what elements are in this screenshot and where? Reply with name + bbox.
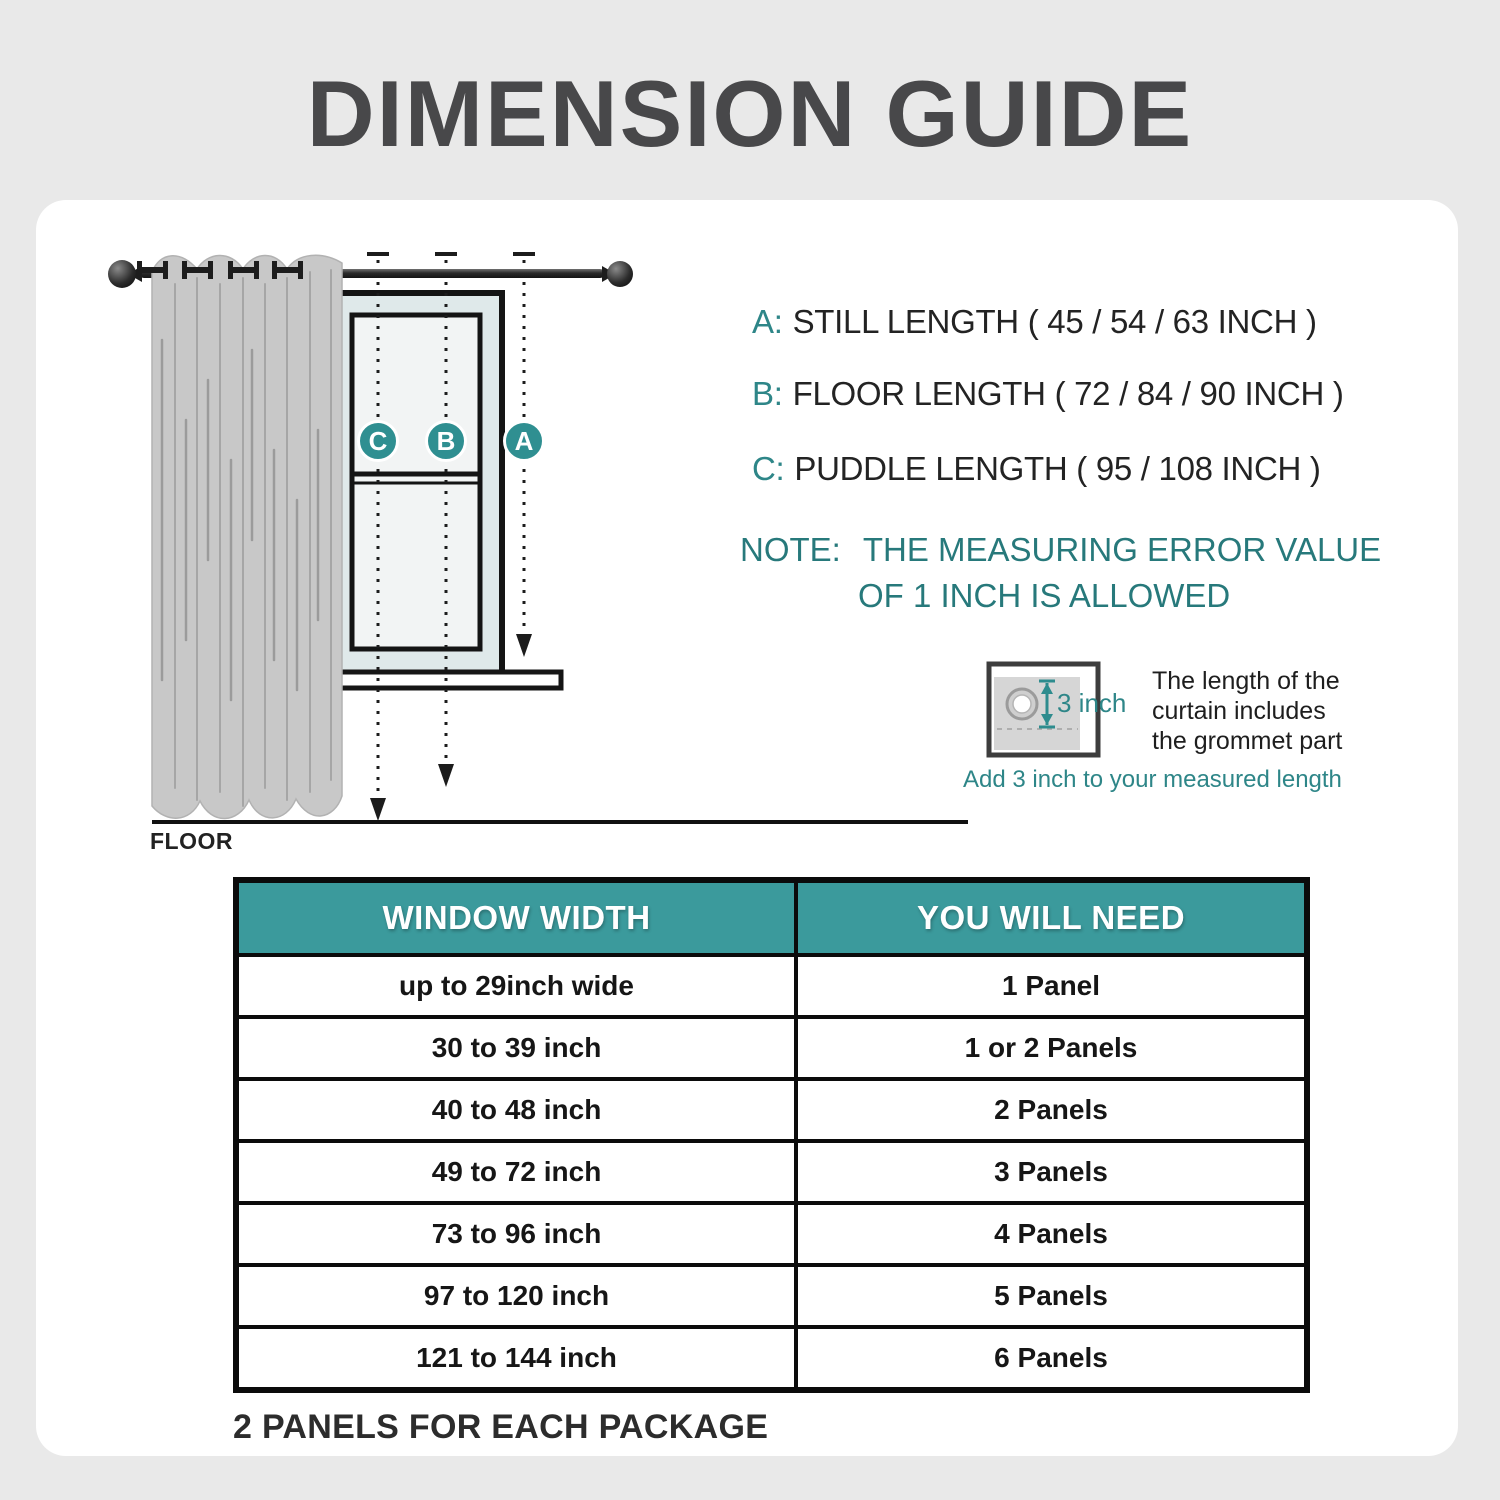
legend-label-b: FLOOR LENGTH ( 72 / 84 / 90 INCH ) (792, 375, 1344, 412)
header-you-will-need: YOU WILL NEED (796, 880, 1307, 955)
legend-puddle-length (752, 450, 1321, 488)
table-row (236, 1327, 1307, 1390)
page-title: DIMENSION GUIDE (306, 61, 1194, 166)
curtain-panel (137, 255, 342, 818)
badge-b: B (425, 420, 467, 462)
note-label: NOTE: (740, 531, 841, 568)
finial-left-icon (108, 260, 136, 288)
panels-needed-cell: 1 or 2 Panels (796, 1017, 1307, 1079)
table-row (236, 1141, 1307, 1203)
window-width-cell: 30 to 39 inch (236, 1017, 796, 1079)
legend-floor-length (752, 375, 1344, 413)
note-line1 (740, 531, 1381, 569)
table-row (236, 1017, 1307, 1079)
legend-key-b: B: (752, 375, 783, 412)
badge-a: A (503, 420, 545, 462)
panels-needed-cell: 1 Panel (796, 955, 1307, 1017)
grommet-desc-line2: curtain includes (1152, 697, 1326, 725)
package-note: 2 PANELS FOR EACH PACKAGE (233, 1408, 769, 1446)
header-window-width: WINDOW WIDTH (236, 880, 796, 955)
window-width-cell: 121 to 144 inch (236, 1327, 796, 1390)
window-width-cell: 40 to 48 inch (236, 1079, 796, 1141)
floor-label: FLOOR (150, 828, 233, 854)
panels-needed-cell: 6 Panels (796, 1327, 1307, 1390)
arrowhead-a-icon (516, 634, 532, 657)
panels-needed-cell: 2 Panels (796, 1079, 1307, 1141)
note-text1: THE MEASURING ERROR VALUE (862, 531, 1382, 568)
table-row (236, 955, 1307, 1017)
window-width-cell: 73 to 96 inch (236, 1203, 796, 1265)
legend-label-a: STILL LENGTH ( 45 / 54 / 63 INCH ) (792, 303, 1317, 340)
arrowhead-c-icon (370, 798, 386, 821)
badge-c: C (357, 420, 399, 462)
window-illustration (333, 293, 561, 688)
legend-label-c: PUDDLE LENGTH ( 95 / 108 INCH ) (794, 450, 1321, 487)
window-width-cell: 97 to 120 inch (236, 1265, 796, 1327)
legend-still-length (752, 303, 1317, 341)
grommet-description (1152, 666, 1342, 756)
arrowhead-b-icon (438, 764, 454, 787)
legend-key-c: C: (752, 450, 785, 487)
window-width-cell: up to 29inch wide (236, 955, 796, 1017)
panel-count-table (233, 877, 1310, 1393)
finial-right-icon (607, 261, 633, 287)
note-line2: OF 1 INCH IS ALLOWED (858, 577, 1231, 614)
legend-key-a: A: (752, 303, 783, 340)
table-row (236, 1265, 1307, 1327)
table-header-row (236, 880, 1307, 955)
window-width-cell: 49 to 72 inch (236, 1141, 796, 1203)
panels-needed-cell: 3 Panels (796, 1141, 1307, 1203)
grommet-desc-line1: The length of the (1152, 667, 1340, 695)
grommet-desc-line3: the grommet part (1152, 727, 1343, 755)
grommet-tip: Add 3 inch to your measured length (963, 766, 1342, 793)
table-row (236, 1079, 1307, 1141)
table-row (236, 1203, 1307, 1265)
grommet-measure-label: 3 inch (1057, 688, 1127, 718)
panels-needed-cell: 5 Panels (796, 1265, 1307, 1327)
panels-needed-cell: 4 Panels (796, 1203, 1307, 1265)
